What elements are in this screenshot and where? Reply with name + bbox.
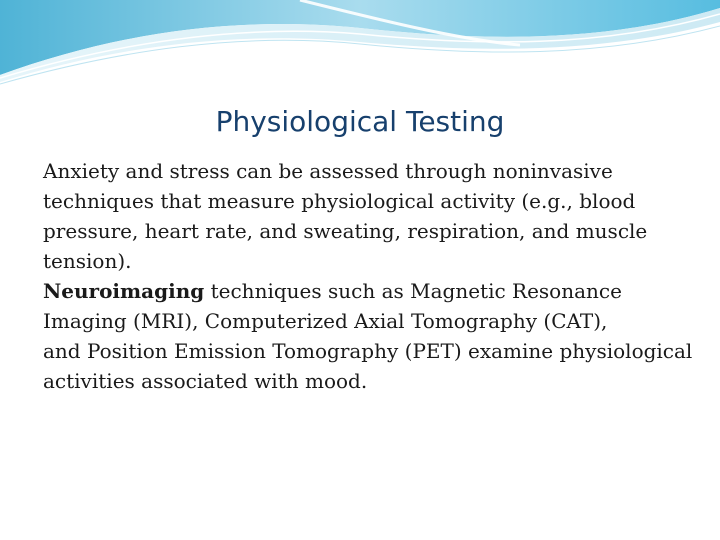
neuroimaging-bold-term: Neuroimaging — [43, 279, 205, 303]
neuroimaging-text: techniques such as Magnetic Resonance Imaging (MRI), Computerized Axial Tomography (CAT), — [43, 279, 622, 333]
header-wave-decoration — [0, 0, 720, 90]
slide-body — [43, 156, 703, 396]
paragraph-neuroimaging — [43, 276, 703, 336]
slide-title: Physiological Testing — [215, 105, 505, 138]
paragraph-pet: and Position Emission Tomography (PET) examine physiological activities associated with mood. — [43, 339, 693, 393]
paragraph-anxiety-stress: Anxiety and stress can be assessed through noninvasive techniques that measure physiological activity (e.g., blood pressure, heart rate, and sweating, respiration, and muscle tension). — [43, 159, 648, 273]
